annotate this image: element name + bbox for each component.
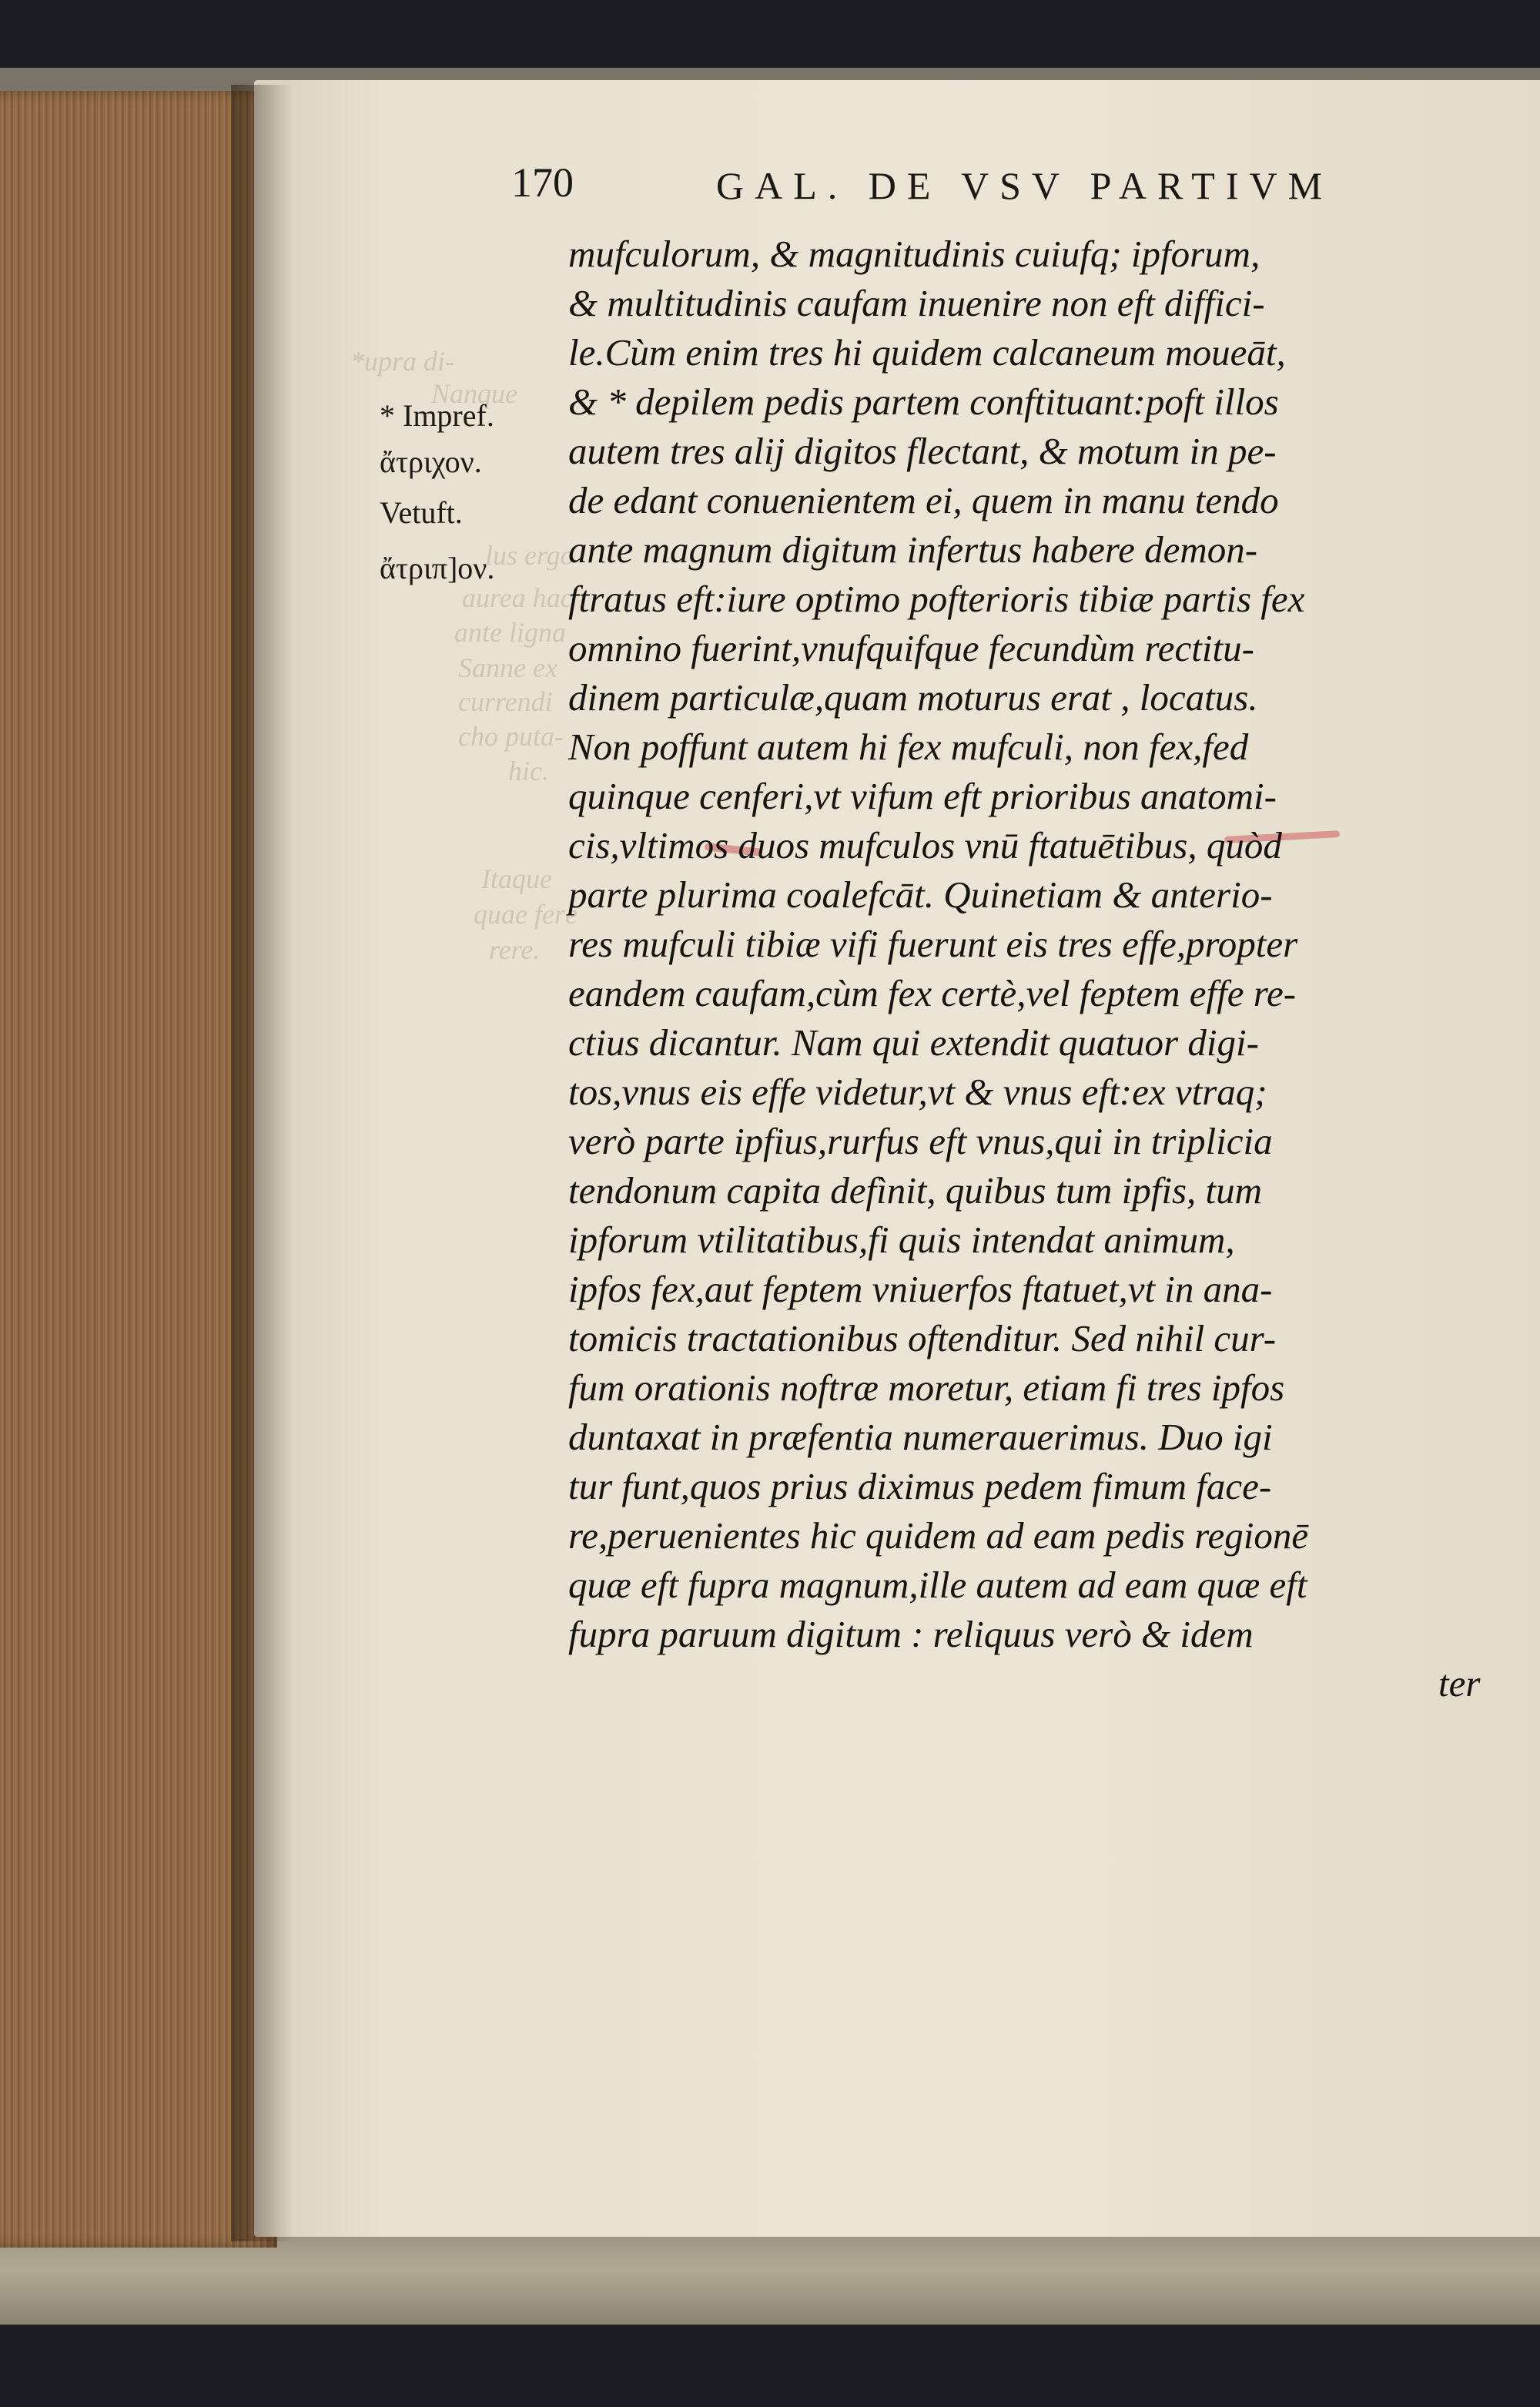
text-line: & multitudinis caufam inuenire non eft diffici- xyxy=(568,282,1265,324)
text-line: quinque cenferi,vt vifum eft prioribus anatomi- xyxy=(568,775,1277,817)
text-line: autem tres alij digitos flectant, & motum in pe- xyxy=(568,430,1277,472)
page-number: 170 xyxy=(511,159,574,206)
text-line: ftratus eft:iure optimo pofterioris tibiæ partis fex xyxy=(568,578,1305,620)
text-line: & * depilem pedis partem conftituant:poft illos xyxy=(568,380,1279,423)
marginal-note: * Impref. xyxy=(380,398,494,433)
text-line: dinem particulæ,quam moturus erat , locatus. xyxy=(568,676,1258,719)
text-line: parte plurima coalefcāt. Quinetiam & anterio- xyxy=(568,873,1273,916)
bleed-line: quae ferè xyxy=(474,899,578,930)
bleed-line: lus ergo xyxy=(485,540,574,571)
text-line: tendonum capita defìnit, quibus tum ipfis, tum xyxy=(568,1169,1263,1212)
bleed-line: Sanne ex xyxy=(458,652,557,683)
bleed-line: currendi xyxy=(458,686,553,717)
text-line: tur funt,quos prius diximus pedem fimum face- xyxy=(568,1465,1272,1507)
text-line: verò parte ipfius,rurfus eft vnus,qui in triplicia xyxy=(568,1120,1273,1162)
text-line: de edant conuenientem ei, quem in manu tendo xyxy=(568,479,1279,521)
bleed-line: Itaque xyxy=(481,863,552,894)
bleed-line: *upra di- xyxy=(350,346,454,377)
catchword: ter xyxy=(1438,1662,1481,1705)
text-line: ctius dicantur. Nam qui extendit quatuor digi- xyxy=(568,1021,1259,1064)
text-line: ipforum vtilitatibus,fi quis intendat animum, xyxy=(568,1219,1235,1261)
text-line: fum orationis noftræ moretur, etiam fi tres ipfos xyxy=(568,1366,1285,1409)
bleed-line: aurea hac xyxy=(462,582,573,613)
bleed-line: hic. xyxy=(508,756,549,786)
text-line: res mufculi tibiæ vifi fuerunt eis tres effe,propter xyxy=(568,923,1298,965)
marginal-note: Vetuft. xyxy=(380,495,463,530)
bleed-line: rere. xyxy=(489,934,541,965)
text-line: eandem caufam,cùm fex certè,vel feptem effe re- xyxy=(568,972,1297,1014)
text-line: tomicis tractationibus oftenditur. Sed nihil cur- xyxy=(568,1317,1277,1359)
text-line: duntaxat in præfentia numerauerimus. Duo igi xyxy=(568,1416,1273,1458)
text-line: mufculorum, & magnitudinis cuiufq; ipforum, xyxy=(568,233,1260,275)
text-line: le.Cùm enim tres hi quidem calcaneum moueāt, xyxy=(568,331,1286,374)
text-line: Non poffunt autem hi fex mufculi, non fex,fed xyxy=(568,726,1249,768)
text-line: fupra paruum digitum : reliquus verò & idem xyxy=(568,1613,1254,1655)
marginal-note: ἄτριχον. xyxy=(380,444,482,479)
text-line: quæ eft fupra magnum,ille autem ad eam quæ eft xyxy=(568,1564,1307,1606)
text-line: omnino fuerint,vnufquifque fecundùm rectitu- xyxy=(568,627,1254,669)
text-line: tos,vnus eis effe videtur,vt & vnus eft:ex vtraq; xyxy=(568,1071,1267,1113)
bleed-line: Nanque xyxy=(431,378,517,409)
text-line: cis,vltimos duos mufculos vnū ftatuētibus, quòd xyxy=(568,824,1282,867)
text-line: ipfos fex,aut feptem vniuerfos ftatuet,vt in ana- xyxy=(568,1268,1273,1310)
text-line: re,peruenientes hic quidem ad eam pedis regionē xyxy=(568,1514,1309,1557)
text-line: ante magnum digitum infertus habere demon- xyxy=(568,528,1258,571)
bleed-line: ante ligna xyxy=(454,617,566,648)
gutter-shadow xyxy=(231,85,293,2241)
running-head-title: GAL. DE VSV PARTIVM xyxy=(716,164,1334,207)
bleed-line: cho puta- xyxy=(458,721,564,752)
marginal-note: ἄτριπ]ον. xyxy=(380,551,495,585)
